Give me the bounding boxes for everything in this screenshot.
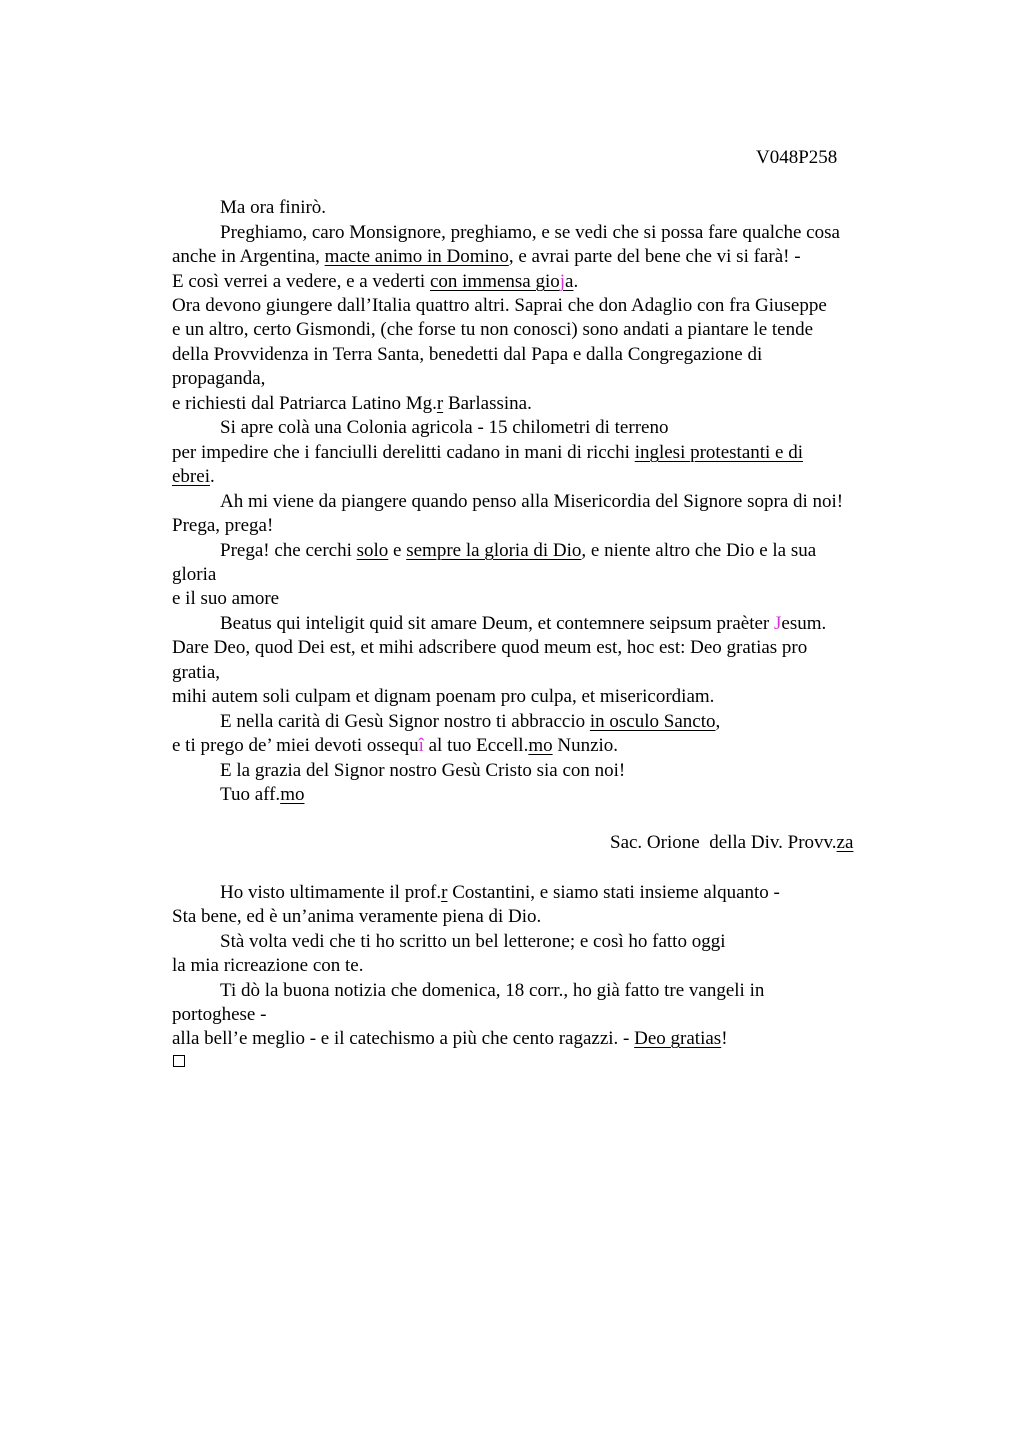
underlined-phrase: con immensa gioja	[429, 271, 574, 292]
text-line: Dare Deo, quod Dei est, et mihi adscribere quod meum est, hoc est: Deo gratias pro	[172, 637, 808, 658]
text-line: Si apre colà una Colonia agricola - 15 chilometri di terreno	[220, 417, 669, 438]
text-line: gloria	[172, 564, 217, 585]
text-line: Beatus qui inteligit quid sit amare Deum, et contemnere seipsum praèter Jesum.	[220, 613, 827, 634]
text-line: per impedire che i fanciulli derelitti cadano in mani di ricchi inglesi protestanti e di	[172, 442, 804, 463]
postscript-line: Ti dò la buona notizia che domenica, 18 corr., ho già fatto tre vangeli in	[220, 980, 765, 1001]
superscript-abbr: r	[441, 882, 448, 903]
postscript-line: alla bell’e meglio - e il catechismo a più che cento ragazzi. - Deo gratias!	[172, 1028, 728, 1049]
underlined-phrase: in osculo Sancto	[589, 711, 716, 732]
underlined-phrase: ebrei	[172, 466, 210, 487]
text-line: ebrei.	[172, 466, 215, 487]
text-line: Tuo aff.mo	[220, 784, 305, 805]
text-line: e un altro, certo Gismondi, (che forse tu non conosci) sono andati a piantare le tende	[172, 319, 814, 340]
text-line: e il suo amore	[172, 588, 280, 609]
postscript-line: Sta bene, ed è un’anima veramente piena di Dio.	[172, 906, 542, 927]
end-marker-box-icon	[173, 1055, 185, 1067]
underlined-phrase: solo	[356, 540, 389, 561]
postscript-line: Stà volta vedi che ti ho scritto un bel letterone; e così ho fatto oggi	[220, 931, 726, 952]
text-line: Prega! che cerchi solo e sempre la gloria di Dio, e niente altro che Dio e la sua	[220, 540, 817, 561]
text-line: propaganda,	[172, 368, 266, 389]
underlined-phrase: sempre la gloria di Dio	[406, 540, 582, 561]
text-line: della Provvidenza in Terra Santa, benedetti dal Papa e dalla Congregazione di	[172, 344, 763, 365]
underlined-phrase: inglesi protestanti e di	[634, 442, 804, 463]
text-line: anche in Argentina, macte animo in Domino, e avrai parte del bene che vi si farà! -	[172, 246, 801, 267]
text-line: Preghiamo, caro Monsignore, preghiamo, e se vedi che si possa fare qualche cosa	[220, 222, 840, 243]
postscript-line: Ho visto ultimamente il prof.r Costantini, e siamo stati insieme alquanto -	[220, 882, 780, 903]
page-reference: V048P258	[756, 147, 838, 168]
highlighted-letter: J	[774, 613, 782, 634]
text-line: gratia,	[172, 662, 221, 683]
superscript-abbr: r	[436, 393, 444, 414]
underlined-phrase: macte animo in Domino	[324, 246, 509, 267]
text-line: e ti prego de’ miei devoti ossequî al tuo Eccell.mo Nunzio.	[172, 735, 619, 756]
underlined-phrase: Deo gratias	[634, 1028, 722, 1049]
text-line: E la grazia del Signor nostro Gesù Cristo sia con noi!	[220, 760, 626, 781]
highlighted-letter: î	[418, 735, 424, 756]
signature-line: Sac. Orione della Div. Provv.za	[610, 832, 854, 853]
postscript-line: la mia ricreazione con te.	[172, 955, 364, 976]
text-line: Ma ora finirò.	[220, 197, 327, 218]
text-line: E così verrei a vedere, e a vederti con immensa gioja.	[172, 271, 579, 292]
superscript-abbr: mo	[528, 735, 553, 756]
text-line: e richiesti dal Patriarca Latino Mg.r Barlassina.	[172, 393, 532, 414]
text-line: Ora devono giungere dall’Italia quattro altri. Saprai che don Adaglio con fra Giuseppe	[172, 295, 827, 316]
highlighted-letter: j	[559, 271, 566, 292]
text-line: E nella carità di Gesù Signor nostro ti abbraccio in osculo Sancto,	[220, 711, 721, 732]
superscript-abbr: mo	[280, 784, 305, 805]
text-line: mihi autem soli culpam et dignam poenam pro culpa, et misericordiam.	[172, 686, 715, 707]
postscript-line: portoghese -	[172, 1004, 267, 1025]
text-line: Prega, prega!	[172, 515, 274, 536]
text-line: Ah mi viene da piangere quando penso alla Misericordia del Signore sopra di noi!	[220, 491, 844, 512]
superscript-abbr: za	[836, 832, 854, 853]
